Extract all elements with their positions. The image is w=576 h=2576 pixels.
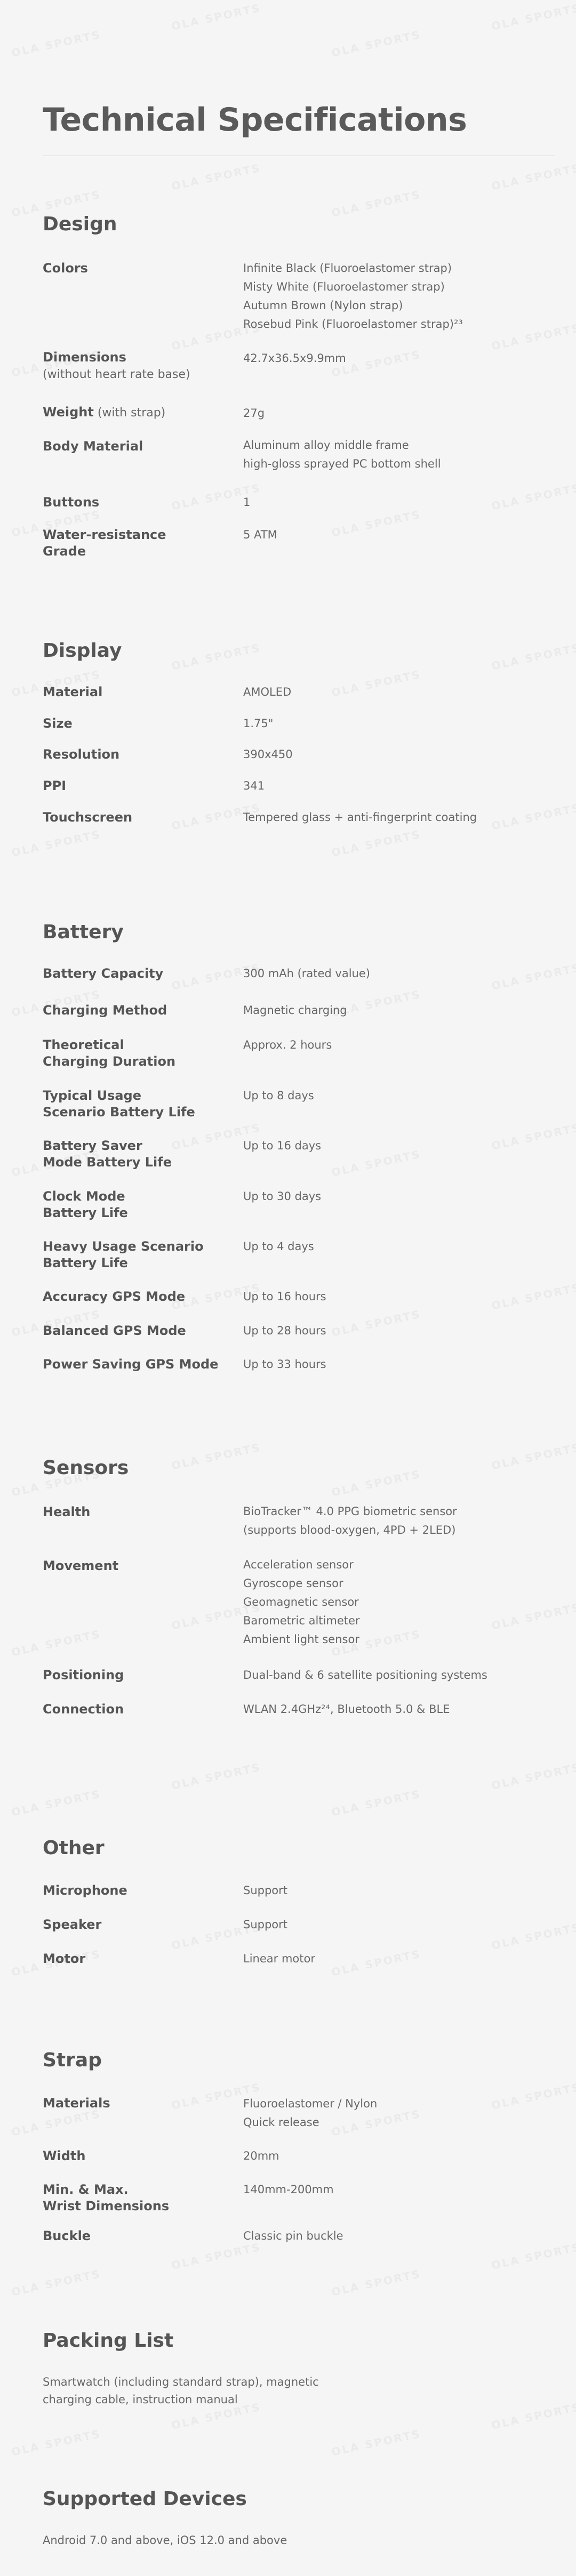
display-size-label: Size — [43, 716, 73, 731]
typical-life-value: Up to 8 days — [243, 1089, 314, 1102]
accuracy-gps-label: Accuracy GPS Mode — [43, 1289, 186, 1304]
touchscreen-value: Tempered glass + anti-fingerprint coating — [243, 811, 477, 824]
watermark-text — [170, 162, 262, 193]
watermark-text — [170, 641, 262, 673]
movement-value: Acceleration sensor Gyroscope sensor Geomagnetic sensor Barometric altimeter Ambient light sensor — [243, 1558, 360, 1646]
weight-sublabel: (with strap) — [93, 406, 166, 420]
watermark-text — [170, 1761, 262, 1792]
display-section-title: Display — [43, 640, 122, 662]
supported-section-title: Supported Devices — [43, 2488, 247, 2510]
battery-capacity-label: Battery Capacity — [43, 966, 164, 981]
wrist-dimensions-label: Min. & Max. Wrist Dimensions — [43, 2182, 170, 2213]
saver-life-label: Battery Saver Mode Battery Life — [43, 1138, 172, 1170]
watermark-text — [490, 2401, 576, 2432]
positioning-label: Positioning — [43, 1668, 124, 1683]
saving-gps-label: Power Saving GPS Mode — [43, 1357, 219, 1372]
microphone-value: Support — [243, 1884, 288, 1897]
wrist-dimensions-value: 140mm-200mm — [243, 2183, 334, 2196]
water-resistance-label: Water-resistance Grade — [43, 527, 166, 559]
charging-duration-value: Approx. 2 hours — [243, 1039, 332, 1051]
connection-label: Connection — [43, 1702, 124, 1717]
packing-list-text: Smartwatch (including standard strap), magnetic charging cable, instruction manual — [43, 2376, 319, 2406]
body-material-value: Aluminum alloy middle frame high-gloss sprayed PC bottom shell — [243, 439, 441, 470]
page-title: Technical Specifications — [43, 101, 467, 139]
speaker-value: Support — [243, 1918, 288, 1931]
watermark-text — [10, 28, 102, 60]
watermark-text — [490, 162, 576, 193]
charging-method-value: Magnetic charging — [243, 1004, 347, 1017]
motor-value: Linear motor — [243, 1952, 315, 1965]
design-section-title: Design — [43, 213, 117, 235]
sensors-section-title: Sensors — [43, 1457, 129, 1479]
motor-label: Motor — [43, 1951, 86, 1966]
ppi-label: PPI — [43, 778, 67, 793]
battery-capacity-value: 300 mAh (rated value) — [243, 967, 370, 980]
watermark-text — [490, 641, 576, 673]
watermark-text — [10, 2107, 102, 2139]
weight-label-text: Weight — [43, 405, 94, 420]
balanced-gps-value: Up to 28 hours — [243, 1324, 326, 1337]
charging-method-label: Charging Method — [43, 1003, 167, 1018]
touchscreen-label: Touchscreen — [43, 810, 133, 825]
strap-width-label: Width — [43, 2148, 86, 2163]
watermark-text — [330, 2427, 422, 2459]
watermark-text — [170, 2, 262, 33]
watermark-text — [330, 828, 422, 859]
packing-section-title: Packing List — [43, 2330, 174, 2352]
dimensions-sublabel: (without heart rate base) — [43, 368, 190, 381]
buttons-label: Buttons — [43, 495, 100, 510]
display-material-label: Material — [43, 685, 103, 699]
display-size-value: 1.75" — [243, 717, 274, 730]
watermark-text — [330, 188, 422, 220]
speaker-label: Speaker — [43, 1917, 102, 1932]
balanced-gps-label: Balanced GPS Mode — [43, 1323, 186, 1338]
watermark-text — [330, 28, 422, 60]
supported-devices-text: Android 7.0 and above, iOS 12.0 and above — [43, 2534, 287, 2547]
strap-materials-value: Fluoroelastomer / Nylon Quick release — [243, 2097, 378, 2129]
other-section-title: Other — [43, 1837, 105, 1859]
resolution-label: Resolution — [43, 747, 120, 762]
weight-value: 27g — [243, 407, 265, 420]
microphone-label: Microphone — [43, 1883, 127, 1898]
buckle-value: Classic pin buckle — [243, 2229, 343, 2242]
strap-section-title: Strap — [43, 2049, 102, 2071]
water-resistance-value: 5 ATM — [243, 528, 277, 541]
watermark-text — [10, 2427, 102, 2459]
buttons-value: 1 — [243, 496, 251, 509]
heavy-life-label: Heavy Usage Scenario Battery Life — [43, 1239, 204, 1270]
colors-value: Infinite Black (Fluoroelastomer strap) Misty White (Fluoroelastomer strap) Autumn Brown (Nylon strap) Rosebud Pink (Fluoroelastomer strap)²³ — [243, 262, 463, 331]
clock-life-value: Up to 30 days — [243, 1190, 322, 1203]
watermark-text — [10, 1788, 102, 1819]
body-material-label: Body Material — [43, 439, 143, 454]
dimensions-label-text: Dimensions — [43, 350, 126, 365]
saving-gps-value: Up to 33 hours — [243, 1358, 326, 1371]
watermark-text — [490, 1441, 576, 1472]
typical-life-label: Typical Usage Scenario Battery Life — [43, 1088, 195, 1120]
health-label: Health — [43, 1504, 91, 1519]
watermark-text — [10, 1628, 102, 1659]
dimensions-label — [43, 349, 224, 383]
accuracy-gps-value: Up to 16 hours — [243, 1290, 326, 1303]
connection-value: WLAN 2.4GHz²⁴, Bluetooth 5.0 & BLE — [243, 1703, 450, 1716]
weight-label — [43, 404, 224, 421]
watermark-text — [170, 1441, 262, 1472]
dimensions-value: 42.7x36.5x9.9mm — [243, 352, 346, 365]
movement-label: Movement — [43, 1558, 119, 1573]
buckle-label: Buckle — [43, 2228, 91, 2243]
watermark-text — [490, 1761, 576, 1792]
watermark-text — [330, 1788, 422, 1819]
health-value: BioTracker™ 4.0 PPG biometric sensor (supports blood-oxygen, 4PD + 2LED) — [243, 1505, 457, 1536]
watermark-text — [10, 2267, 102, 2299]
positioning-value: Dual-band & 6 satellite positioning systems — [243, 1669, 487, 1681]
resolution-value: 390x450 — [243, 748, 293, 761]
battery-section-title: Battery — [43, 921, 124, 943]
colors-label: Colors — [43, 261, 88, 276]
charging-duration-label: Theoretical Charging Duration — [43, 1037, 176, 1069]
watermark-text — [10, 828, 102, 859]
saver-life-value: Up to 16 days — [243, 1139, 322, 1152]
watermark-text — [330, 1468, 422, 1499]
ppi-value: 341 — [243, 779, 265, 792]
watermark-text — [330, 2267, 422, 2299]
clock-life-label: Clock Mode Battery Life — [43, 1189, 128, 1220]
strap-materials-label: Materials — [43, 2096, 110, 2111]
display-material-value: AMOLED — [243, 686, 292, 698]
strap-width-value: 20mm — [243, 2150, 279, 2162]
heavy-life-value: Up to 4 days — [243, 1240, 314, 1253]
watermark-text — [490, 2, 576, 33]
